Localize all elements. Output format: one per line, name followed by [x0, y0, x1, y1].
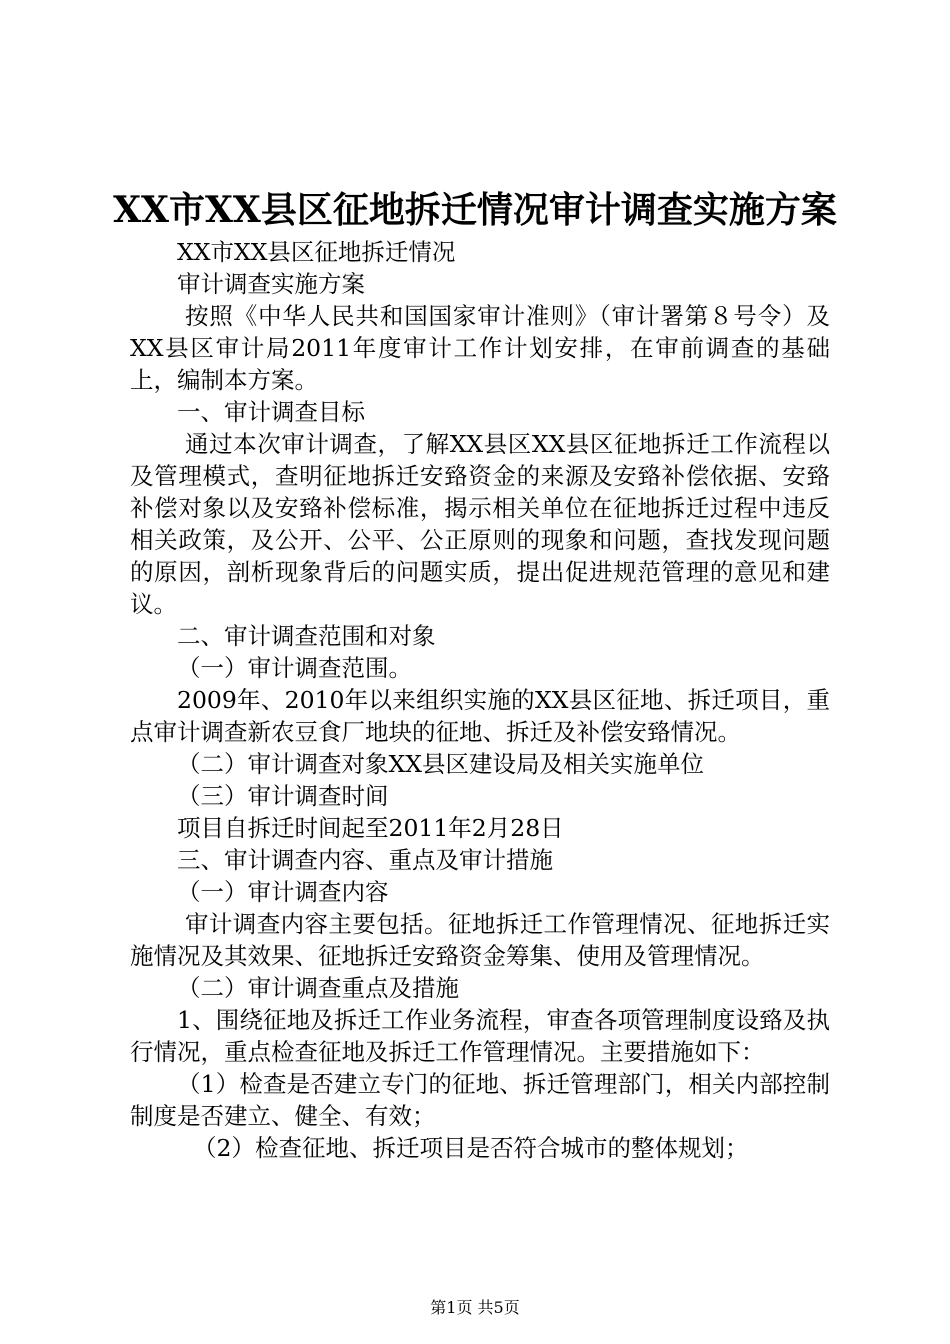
subsection-heading-scope: （一）审计调查范围。 — [177, 654, 412, 682]
section-heading-2: 二、审计调查范围和对象 — [177, 622, 436, 650]
scope-paragraph: 2009年、2010年以来组织实施的XX县区征地、拆迁项目，重点审计调查新农豆食厂地块的征地、拆迁及补偿安臵情况。 — [130, 686, 830, 746]
measures-paragraph: 1、围绕征地及拆迁工作业务流程，审查各项管理制度设臵及执行情况，重点检查征地及拆迁工作管理情况。主要措施如下： — [130, 1006, 830, 1066]
subsection-heading-focus: （二）审计调查重点及措施 — [177, 974, 459, 1002]
document-title: XX市XX县区征地拆迁情况审计调查实施方案 — [113, 189, 837, 231]
content-paragraph: 审计调查内容主要包括。征地拆迁工作管理情况、征地拆迁实施情况及其效果、征地拆迁安臵资金筹集、使用及管理情况。 — [130, 910, 830, 970]
subsection-heading-content: （一）审计调查内容 — [177, 878, 389, 906]
measure-item-1: （1）检查是否建立专门的征地、拆迁管理部门，相关内部控制制度是否建立、健全、有效； — [130, 1070, 830, 1130]
measure-item-2: （2）检查征地、拆迁项目是否符合城市的整体规划； — [193, 1134, 749, 1162]
time-paragraph: 项目自拆迁时间起至2011年2月28日 — [177, 814, 564, 842]
objective-paragraph: 通过本次审计调查，了解XX县区XX县区征地拆迁工作流程以及管理模式，查明征地拆迁安臵资金的来源及安臵补偿依据、安臵补偿对象以及安臵补偿标准，揭示相关单位在征地拆迁过程中违反相关政策，及公开、公平、公正原则的现象和问题，查找发现问题的原因，剖析现象背后的问题实质，提出促进规范管理的意见和建议。 — [130, 430, 830, 618]
subtitle-line-2: 审计调查实施方案 — [177, 270, 365, 298]
subsection-heading-object: （二）审计调查对象XX县区建设局及相关实施单位 — [177, 750, 704, 778]
document-body — [130, 236, 830, 1164]
subtitle-line-1: XX市XX县区征地拆迁情况 — [177, 238, 456, 266]
subsection-heading-time: （三）审计调查时间 — [177, 782, 389, 810]
intro-paragraph: 按照《中华人民共和国国家审计准则》（审计署第８号令）及XX县区审计局2011年度审计工作计划安排，在审前调查的基础上，编制本方案。 — [130, 302, 830, 394]
section-heading-1: 一、审计调查目标 — [177, 398, 365, 426]
section-heading-3: 三、审计调查内容、重点及审计措施 — [177, 846, 553, 874]
page-footer: 第1页 共5页 — [430, 1298, 520, 1317]
